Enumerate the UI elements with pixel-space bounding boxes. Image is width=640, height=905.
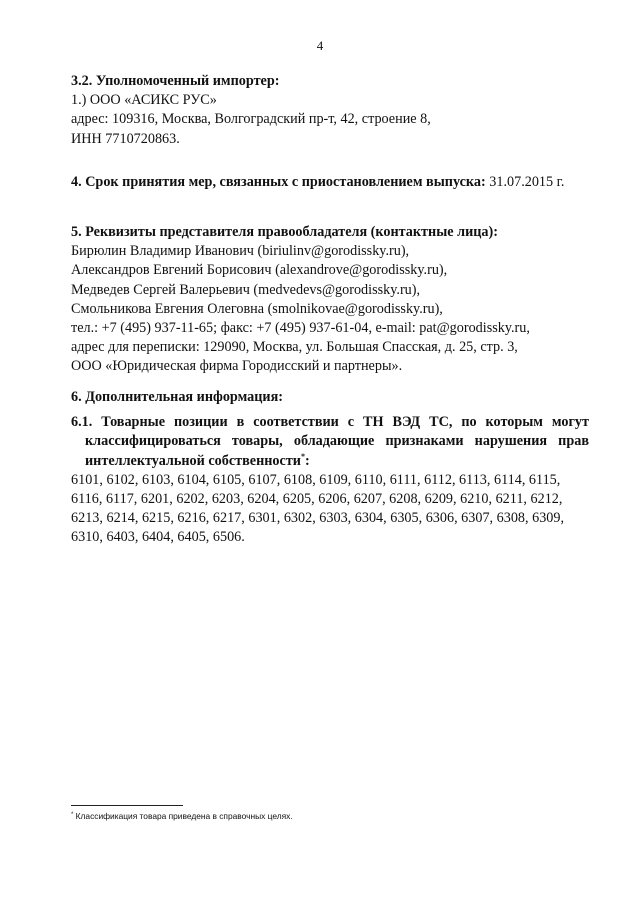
section-heading: 3.2. Уполномоченный импортер: [71, 73, 280, 89]
code-line: 6310, 6403, 6404, 6405, 6506. [71, 529, 245, 546]
subsection-heading-line: классифицироваться товары, обладающие признаками нарушения прав [85, 433, 589, 450]
section-heading: 4. Срок принятия мер, связанных с приостановлением выпуска: [71, 174, 486, 190]
section-heading: 6. Дополнительная информация: [71, 389, 283, 405]
contact-line: ООО «Юридическая фирма Городисский и партнеры». [71, 358, 403, 375]
contact-line: Смольникова Евгения Олеговна (smolnikovae@gorodissky.ru), [71, 300, 443, 317]
contact-line: Александров Евгений Борисович (alexandrove@gorodissky.ru), [71, 262, 448, 279]
section-deadline [71, 173, 589, 192]
section-heading: 5. Реквизиты представителя правообладателя (контактные лица): [71, 224, 498, 240]
heading-colon: : [304, 452, 310, 469]
contact-line: тел.: +7 (495) 937-11-65; факс: +7 (495) 937-61-04, e-mail: pat@gorodissky.ru, [71, 320, 530, 337]
code-line: 6116, 6117, 6201, 6202, 6203, 6204, 6205, 6206, 6207, 6208, 6209, 6210, 6211, 6212, [71, 491, 563, 508]
contact-line: адрес для переписки: 129090, Москва, ул. Большая Спасская, д. 25, стр. 3, [71, 339, 518, 356]
tariff-code-list [71, 471, 589, 548]
footnote [71, 811, 293, 821]
footnote-marker: * [300, 451, 305, 461]
page-number: 4 [316, 38, 324, 53]
contact-line: Бирюлин Владимир Иванович (biriulinv@gorodissky.ru), [71, 243, 410, 260]
text-line: ИНН 7710720863. [71, 130, 180, 147]
text-line: 1.) ООО «АСИКС РУС» [71, 92, 217, 109]
subsection-tariff-codes [71, 413, 589, 547]
section-representative-contacts [71, 223, 589, 377]
contact-line: Медведев Сергей Валерьевич (medvedevs@gorodissky.ru), [71, 281, 421, 298]
subsection-heading-line: интеллектуальной собственности [85, 452, 301, 469]
code-line: 6213, 6214, 6215, 6216, 6217, 6301, 6302, 6303, 6304, 6305, 6306, 6307, 6308, 6309, [71, 510, 565, 527]
footnote-marker: * [71, 812, 74, 818]
subsection-heading-line: 6.1. Товарные позиции в соответствии с ТН ВЭД ТС, по которым могут [71, 414, 589, 431]
text-line: адрес: 109316, Москва, Волгоградский пр-т, 42, строение 8, [71, 111, 431, 128]
footnote-divider [71, 805, 183, 806]
footnote-text: Классификация товара приведена в справочных целях. [75, 811, 293, 821]
deadline-value: 31.07.2015 г. [489, 174, 565, 190]
code-line: 6101, 6102, 6103, 6104, 6105, 6107, 6108, 6109, 6110, 6111, 6112, 6113, 6114, 6115, [71, 471, 561, 488]
section-authorized-importer [71, 72, 589, 149]
section-additional-info [71, 388, 589, 548]
